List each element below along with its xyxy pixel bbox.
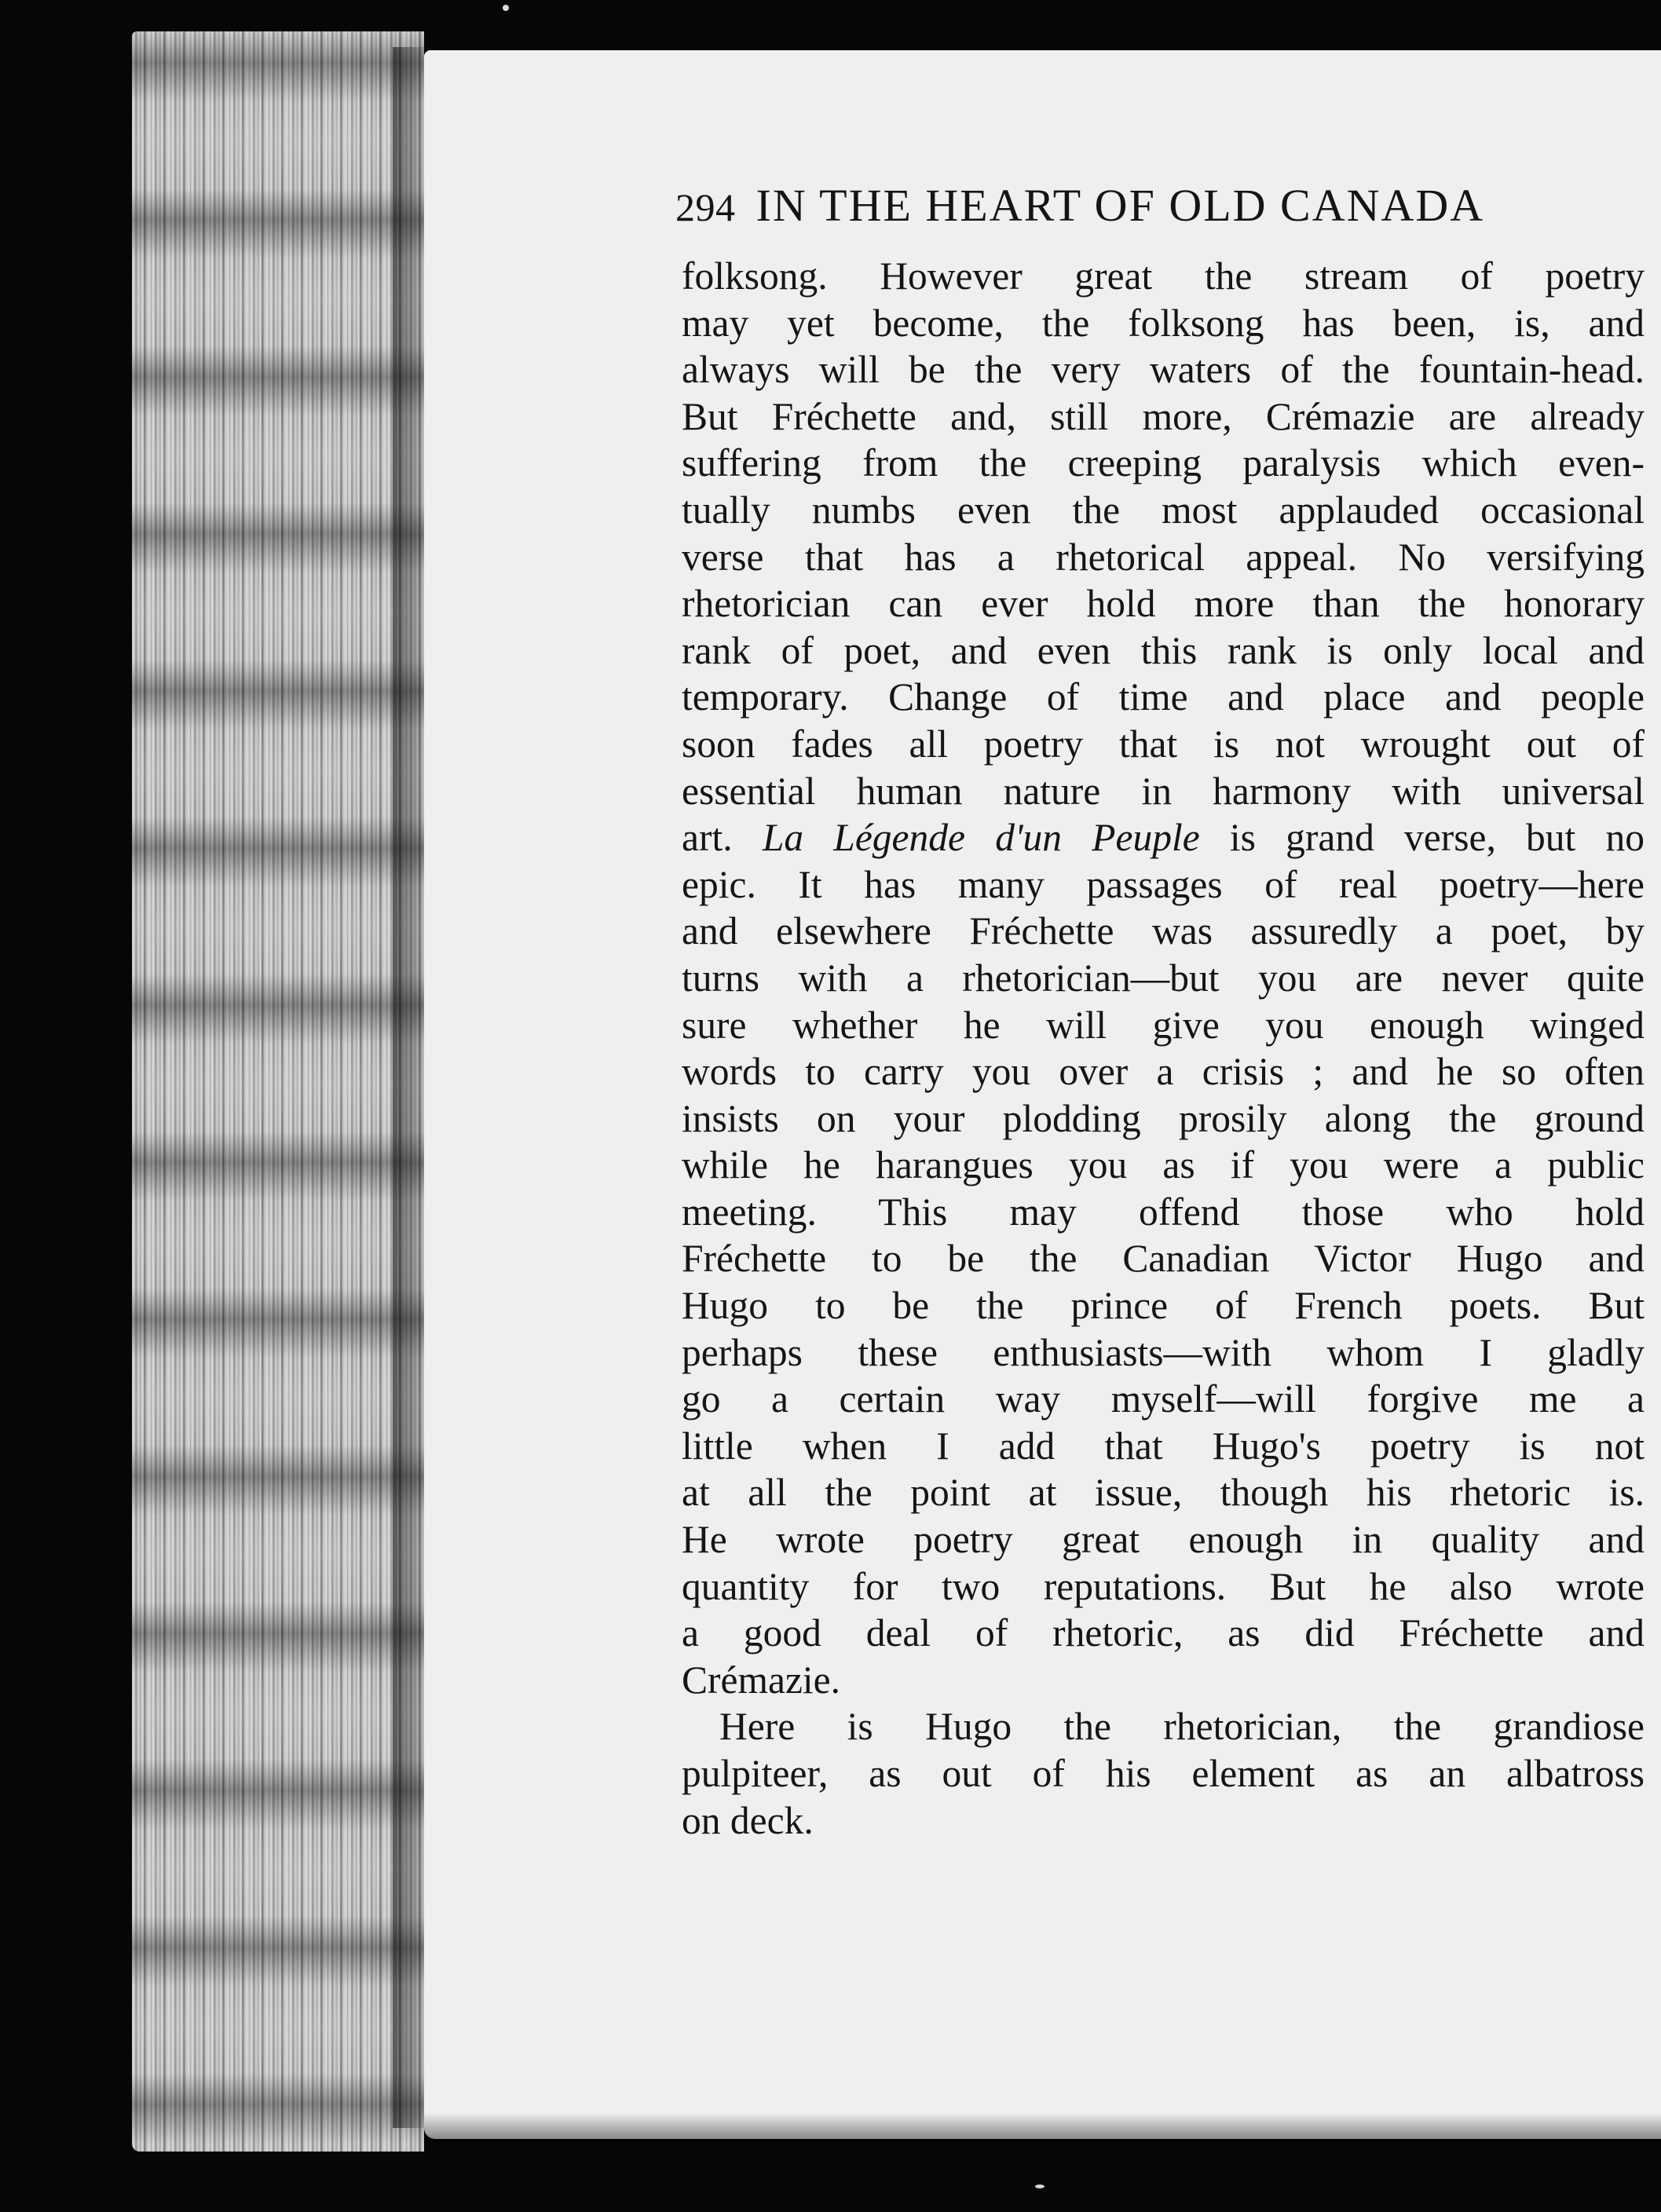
text-line: may yet become, the folksong has been, is, and (682, 301, 1645, 345)
text-line: Hugo to be the prince of French poets. But (682, 1284, 1645, 1328)
text-line: words to carry you over a crisis ; and he so often (682, 1050, 1645, 1094)
text-line: He wrote poetry great enough in quality and (682, 1518, 1645, 1562)
italic-book-title: La Légende d'un Peuple (762, 816, 1200, 860)
text-line: little when I add that Hugo's poetry is not (682, 1424, 1645, 1468)
text-line: essential human nature in harmony with universal (682, 769, 1645, 813)
text-line: tually numbs even the most applauded occasional (682, 488, 1645, 532)
text-line: meeting. This may offend those who hold (682, 1190, 1645, 1234)
page-number: 294 (675, 185, 736, 229)
dust-speck (1035, 2185, 1045, 2188)
text-line: quantity for two reputations. But he also wrote (682, 1564, 1645, 1608)
text-line: sure whether he will give you enough winged (682, 1003, 1645, 1047)
text-line: soon fades all poetry that is not wrought out of (682, 722, 1645, 766)
paragraph-end-line: Crémazie. (682, 1658, 841, 1702)
text-line-with-title (682, 814, 1645, 861)
running-title: IN THE HEART OF OLD CANADA (755, 180, 1485, 231)
text-line: verse that has a rhetorical appeal. No versifying (682, 535, 1645, 579)
text-line: insists on your plodding prosily along the ground (682, 1096, 1645, 1140)
text-line: go a certain way myself—will forgive me a (682, 1377, 1645, 1421)
text-line: while he harangues you as if you were a public (682, 1143, 1645, 1187)
text-line: turns with a rhetorician—but you are never quite (682, 956, 1645, 1000)
dust-speck (503, 5, 509, 11)
text-line: rank of poet, and even this rank is only local and (682, 628, 1645, 672)
page-bottom-shadow (424, 2112, 1661, 2144)
text-line: always will be the very waters of the fountain-head. (682, 348, 1645, 392)
running-header (675, 179, 1634, 250)
text-line: Fréchette to be the Canadian Victor Hugo and (682, 1237, 1645, 1281)
text-line: But Fréchette and, still more, Crémazie are already (682, 394, 1645, 438)
text-line: at all the point at issue, though his rhetoric is. (682, 1471, 1645, 1515)
paragraph-end-line: on deck. (682, 1798, 814, 1842)
text-line: pulpiteer, as out of his element as an albatross (682, 1752, 1645, 1795)
text-line: and elsewhere Fréchette was assuredly a poet, by (682, 909, 1645, 953)
text-fragment: is grand verse, but no (1229, 816, 1645, 860)
book-page-edges (132, 31, 424, 2152)
text-line: epic. It has many passages of real poetry—here (682, 862, 1645, 906)
paragraph-start-line: Here is Hugo the rhetorician, the grandiose (719, 1705, 1645, 1749)
text-line: temporary. Change of time and place and people (682, 675, 1645, 719)
text-fragment: art. (682, 816, 733, 860)
text-line: perhaps these enthusiasts—with whom I gladly (682, 1330, 1645, 1374)
text-line: rhetorician can ever hold more than the honorary (682, 582, 1645, 626)
text-line: a good deal of rhetoric, as did Fréchette and (682, 1611, 1645, 1655)
page-text (682, 253, 1645, 1844)
text-line: suffering from the creeping paralysis which even- (682, 441, 1645, 485)
text-line: folksong. However great the stream of poetry (682, 254, 1645, 298)
